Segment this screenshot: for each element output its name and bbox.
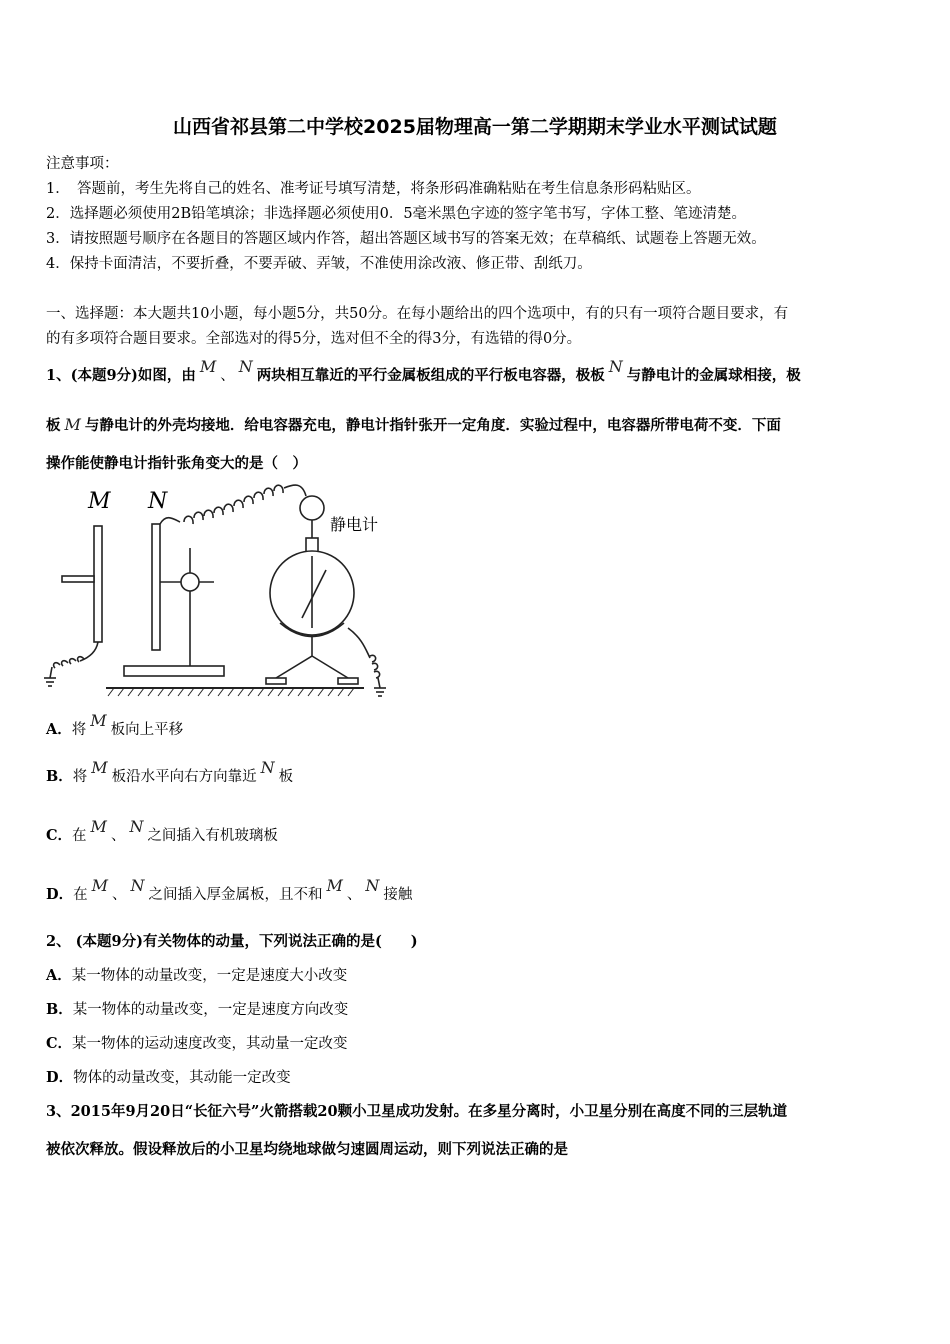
var-M: M bbox=[91, 876, 108, 895]
notice-item-4: 4．保持卡面清洁，不要折叠，不要弄破、弄皱，不准使用涂改液、修正带、刮纸刀。 bbox=[46, 256, 592, 272]
var-M: M bbox=[90, 817, 107, 836]
q1-option-b bbox=[46, 758, 908, 786]
plate-N bbox=[152, 524, 160, 650]
electrometer-figure bbox=[44, 478, 394, 703]
option-text: 将 bbox=[72, 769, 88, 785]
plate-M bbox=[94, 526, 102, 642]
electrometer-ball bbox=[300, 496, 324, 520]
figure-label-M: M bbox=[88, 489, 111, 514]
option-text: 板 bbox=[278, 769, 294, 785]
q2-option-b bbox=[46, 998, 908, 1019]
separator: 、 bbox=[220, 368, 235, 384]
section-intro-line-2: 的有多项符合题目要求。全部选对的得5分，选对但不全的得3分，有选错的得0分。 bbox=[46, 331, 582, 347]
notice-heading: 注意事项： bbox=[46, 156, 119, 172]
var-N: N bbox=[608, 357, 623, 376]
ground-symbol-right bbox=[374, 688, 386, 696]
var-M: M bbox=[326, 876, 343, 895]
q1-option-c bbox=[46, 817, 908, 845]
option-key: D． bbox=[46, 1069, 74, 1086]
q1-stem-text-e: 与静电计的外壳均接地．给电容器充电，静电计指针张开一定角度．实验过程中，电容器所带电荷不变．下面 bbox=[84, 417, 781, 434]
option-text: 板向上平移 bbox=[110, 722, 184, 738]
var-M: M bbox=[91, 758, 108, 777]
q2-stem: 2、 (本题9分)有关物体的动量，下列说法正确的是( ) bbox=[46, 933, 418, 950]
q1-stem-line-3: 操作能使静电计指针张角变大的是（ ） bbox=[46, 455, 307, 472]
q2-option-d bbox=[46, 1066, 908, 1087]
q2-option-c bbox=[46, 1032, 908, 1053]
option-key: C． bbox=[46, 827, 73, 844]
q1-stem-text-c: 与静电计的金属球相接，极 bbox=[626, 367, 801, 384]
separator: 、 bbox=[110, 828, 126, 844]
q1-option-d bbox=[46, 876, 908, 904]
separator: 、 bbox=[346, 887, 362, 903]
option-text: 在 bbox=[72, 828, 87, 844]
figure-label-electrometer: 静电计 bbox=[330, 515, 379, 534]
electrometer-tripod bbox=[276, 635, 348, 678]
var-M: M bbox=[199, 357, 217, 376]
q1-stem-line-2 bbox=[46, 414, 908, 435]
var-M: M bbox=[90, 711, 107, 730]
var-N: N bbox=[129, 817, 144, 836]
q1-stem-text-d: 板 bbox=[46, 417, 61, 434]
option-text: 接触 bbox=[383, 887, 413, 903]
option-text: 物体的动量改变，其动能一定改变 bbox=[73, 1070, 291, 1086]
figure-label-N: N bbox=[148, 489, 168, 514]
ground-symbol-left bbox=[44, 678, 56, 686]
notice-item-1: 1． 答题前，考生先将自己的姓名、准考证号填写清楚，将条形码准确粘贴在考生信息条形码粘贴区。 bbox=[46, 181, 701, 197]
plate-M-handle bbox=[62, 576, 94, 582]
q1-stem-text-a: 1、(本题9分)如图，由 bbox=[46, 367, 196, 384]
q3-stem-line-1: 3、2015年9月20日“长征六号”火箭搭载20颗小卫星成功发射。在多星分离时，小卫星分别在高度不同的三层轨道 bbox=[46, 1103, 788, 1120]
q1-stem-line-1 bbox=[46, 357, 908, 385]
connecting-wire bbox=[160, 485, 306, 524]
option-text: 之间插入厚金属板，且不和 bbox=[148, 887, 323, 903]
page-title: 山西省祁县第二中学校2025届物理高一第二学期期末学业水平测试试题 bbox=[173, 116, 777, 138]
option-text: 在 bbox=[73, 887, 88, 903]
q2-option-a bbox=[46, 964, 908, 985]
option-key: A． bbox=[46, 721, 72, 738]
option-text: 之间插入有机玻璃板 bbox=[147, 828, 278, 844]
stand-clamp bbox=[181, 573, 199, 591]
notice-item-2: 2．选择题必须使用2B铅笔填涂；非选择题必须使用0．5毫米黑色字迹的签字笔书写，字体工整、笔迹清楚。 bbox=[46, 206, 747, 222]
option-text: 某一物体的动量改变，一定是速度大小改变 bbox=[71, 968, 348, 984]
var-N: N bbox=[130, 876, 145, 895]
q3-stem-line-2: 被依次释放。假设释放后的小卫星均绕地球做匀速圆周运动，则下列说法正确的是 bbox=[46, 1141, 568, 1158]
q1-stem-text-b: 两块相互靠近的平行金属板组成的平行板电容器，极板 bbox=[256, 367, 605, 384]
option-key: C． bbox=[46, 1035, 73, 1052]
option-key: D． bbox=[46, 886, 74, 903]
separator: 、 bbox=[111, 887, 127, 903]
var-N: N bbox=[238, 357, 253, 376]
stand-base bbox=[124, 666, 224, 676]
option-text: 某一物体的运动速度改变，其动量一定改变 bbox=[72, 1036, 348, 1052]
var-N: N bbox=[365, 876, 380, 895]
var-N: N bbox=[260, 758, 275, 777]
notice-item-3: 3．请按照题号顺序在各题目的答题区域内作答，超出答题区域书写的答案无效；在草稿纸、试题卷上答题无效。 bbox=[46, 231, 766, 247]
option-text: 将 bbox=[71, 722, 87, 738]
var-M: M bbox=[64, 415, 81, 434]
ground-wire-M bbox=[50, 642, 98, 678]
section-intro-line-1: 一、选择题：本大题共10小题，每小题5分，共50分。在每小题给出的四个选项中，有的只有一项符合题目要求，有 bbox=[46, 306, 789, 322]
option-text: 板沿水平向右方向靠近 bbox=[111, 769, 257, 785]
q1-option-a bbox=[46, 711, 908, 739]
option-key: B． bbox=[46, 1001, 73, 1018]
option-key: A． bbox=[46, 967, 72, 984]
option-text: 某一物体的动量改变，一定是速度方向改变 bbox=[72, 1002, 349, 1018]
option-key: B． bbox=[46, 768, 73, 785]
